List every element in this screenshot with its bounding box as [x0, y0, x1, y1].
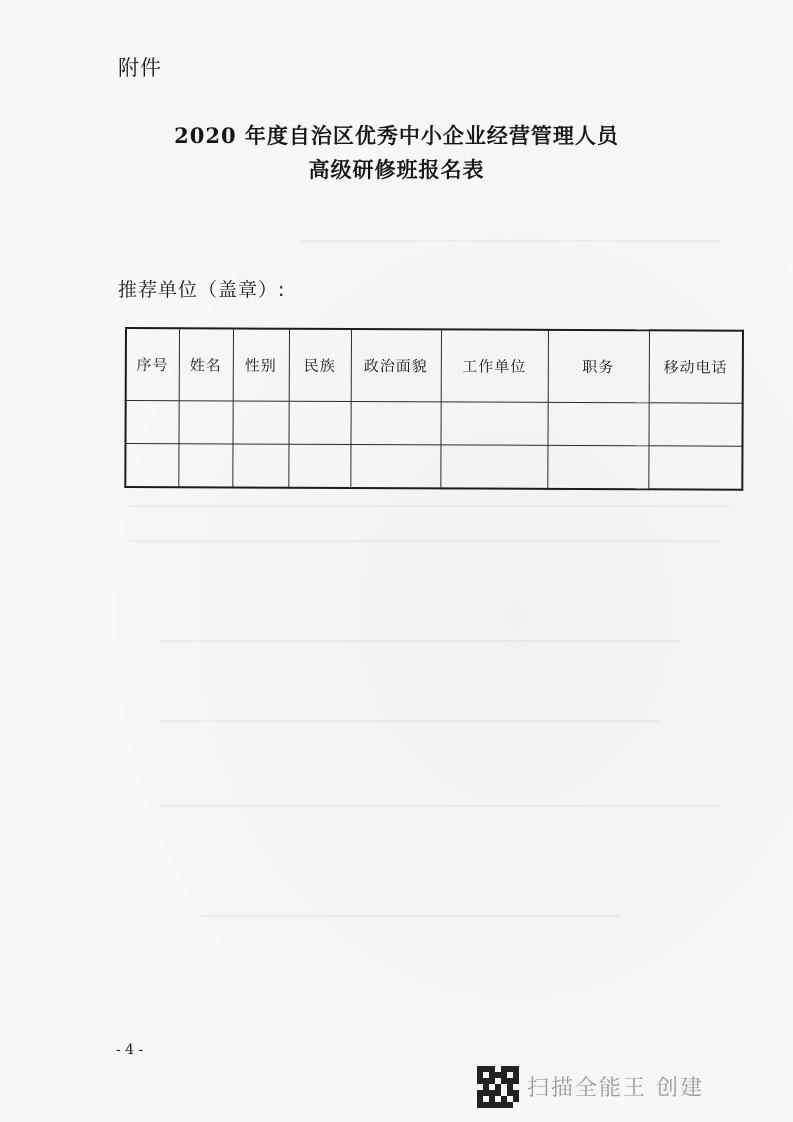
table-cell: [440, 445, 547, 489]
header-mobile-phone: 移动电话: [649, 330, 743, 403]
header-serial-number: 序号: [126, 328, 179, 401]
table-cell: [440, 402, 547, 445]
table-row: [125, 401, 742, 447]
document-title: 2020 年度自治区优秀中小企业经营管理人员: [174, 123, 619, 148]
table-cell: [350, 401, 440, 444]
document-subtitle: 高级研修班报名表: [308, 157, 485, 182]
scanner-watermark-text: 扫描全能王 创建: [527, 1076, 704, 1101]
header-political-status: 政治面貌: [351, 329, 441, 402]
table-cell: [648, 446, 742, 490]
table-cell: [178, 401, 232, 444]
table-cell: [288, 444, 350, 488]
table-cell: [232, 444, 288, 488]
header-gender: 性别: [233, 328, 289, 401]
table-header-row: [126, 328, 743, 403]
table-cell: [125, 401, 178, 444]
table-cell: [648, 403, 742, 446]
header-position: 职务: [548, 330, 649, 403]
recommending-unit-label: 推荐单位（盖章）:: [118, 279, 286, 301]
table-cell: [232, 401, 288, 444]
table-cell: [178, 444, 232, 488]
header-ethnicity: 民族: [289, 329, 351, 402]
attachment-label: 附件: [118, 56, 162, 80]
header-work-unit: 工作单位: [441, 329, 548, 402]
table-cell: [547, 402, 648, 445]
qr-code-icon: [477, 1066, 519, 1108]
table-cell: [547, 445, 648, 489]
registration-table: [124, 327, 744, 491]
table-cell: [350, 444, 440, 488]
page-number: - 4 -: [116, 1042, 144, 1058]
table-cell: [125, 444, 178, 488]
table-cell: [288, 401, 350, 444]
table-row: [125, 444, 742, 490]
header-name: 姓名: [179, 328, 233, 401]
